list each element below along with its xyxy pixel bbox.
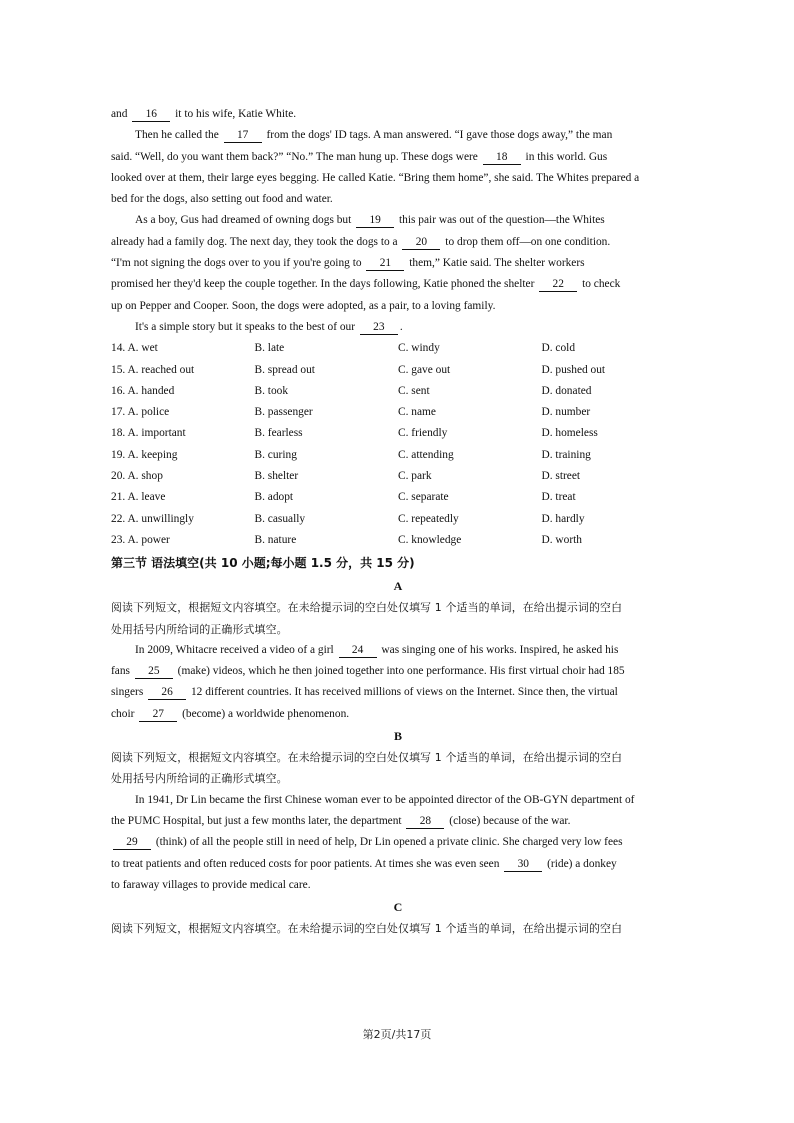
blank-23[interactable]: 23 [360, 321, 398, 335]
option-b[interactable]: B. casually [254, 512, 306, 525]
option-c[interactable]: C. windy [398, 342, 440, 355]
passage-line: bed for the dogs, also setting out food and water. [111, 193, 333, 206]
option-b[interactable]: B. took [254, 384, 289, 397]
passage-line: up on Pepper and Cooper. Soon, the dogs were adopted, as a pair, to a loving family. [111, 299, 496, 312]
option-a[interactable]: 22. A. unwillingly [111, 512, 194, 525]
passage-line: and 16 it to his wife, Katie White. [111, 108, 297, 120]
passage-line: promised her they'd keep the couple together. In the days following, Katie phoned the shelter 22 to check [111, 278, 621, 291]
option-a[interactable]: 14. A. wet [111, 342, 158, 355]
blank-26[interactable]: 26 [148, 686, 186, 700]
option-row-17 [111, 402, 685, 423]
option-c[interactable]: C. gave out [398, 363, 451, 376]
option-d[interactable]: D. cold [541, 342, 576, 355]
option-d[interactable]: D. training [541, 448, 591, 461]
passage-line: In 2009, Whitacre received a video of a girl 24 was singing one of his works. Inspired, he asked his [135, 643, 619, 656]
option-d[interactable]: D. pushed out [541, 363, 606, 376]
section-title: 第三节 语法填空(共 10 小题;每小题 1.5 分，共 15 分) [111, 556, 415, 571]
blank-22[interactable]: 22 [539, 278, 577, 292]
page-content [111, 104, 685, 939]
option-c[interactable]: C. park [398, 470, 432, 483]
passage-line: As a boy, Gus had dreamed of owning dogs but 19 this pair was out of the question—the Whites [135, 214, 605, 227]
part-heading-b: B [393, 729, 402, 744]
option-d[interactable]: D. number [541, 406, 591, 419]
option-b[interactable]: B. shelter [254, 470, 299, 483]
option-row-18 [111, 423, 685, 444]
option-b[interactable]: B. fearless [254, 427, 303, 440]
option-c[interactable]: C. sent [398, 384, 430, 397]
option-c[interactable]: C. separate [398, 491, 449, 504]
passage-line: said. “Well, do you want them back?” “No.” The man hung up. These dogs were 18 in this world. Gus [111, 150, 608, 163]
blank-29[interactable]: 29 [113, 836, 151, 850]
option-c[interactable]: C. friendly [398, 427, 448, 440]
option-row-21 [111, 487, 685, 508]
option-a[interactable]: 15. A. reached out [111, 363, 195, 376]
blank-18[interactable]: 18 [483, 151, 521, 165]
passage-line: singers 26 12 different countries. It has received millions of views on the Internet. Since then, the virtual [111, 686, 618, 699]
passage-line: Then he called the 17 from the dogs' ID tags. A man answered. “I gave those dogs away,” the man [135, 129, 613, 142]
option-c[interactable]: C. attending [398, 448, 454, 461]
option-a[interactable]: 23. A. power [111, 533, 170, 546]
option-c[interactable]: C. name [398, 406, 436, 419]
part-heading-c: C [393, 900, 403, 915]
blank-17[interactable]: 17 [224, 129, 262, 143]
blank-21[interactable]: 21 [366, 257, 404, 271]
option-row-20 [111, 466, 685, 487]
option-row-22 [111, 509, 685, 530]
blank-28[interactable]: 28 [406, 815, 444, 829]
option-d[interactable]: D. treat [541, 491, 576, 504]
instruction-line: 阅读下列短文，根据短文内容填空。在未给提示词的空白处仅填写 1 个适当的单词，在给出提示词的空白 [111, 922, 623, 936]
option-c[interactable]: C. knowledge [398, 533, 462, 546]
option-d[interactable]: D. hardly [541, 512, 585, 525]
option-b[interactable]: B. curing [254, 448, 297, 461]
option-b[interactable]: B. passenger [254, 406, 313, 419]
passage-line: In 1941, Dr Lin became the first Chinese woman ever to be appointed director of the OB-GYN department of [135, 793, 635, 806]
blank-20[interactable]: 20 [402, 236, 440, 250]
option-row-14 [111, 338, 685, 359]
blank-16[interactable]: 16 [132, 108, 170, 122]
option-row-16 [111, 381, 685, 402]
instruction-line: 处用括号内所给词的正确形式填空。 [111, 622, 288, 636]
blank-19[interactable]: 19 [356, 214, 394, 228]
blank-27[interactable]: 27 [139, 708, 177, 722]
blank-25[interactable]: 25 [135, 665, 173, 679]
passage-line: “I'm not signing the dogs over to you if you're going to 21 them,” Katie said. The shelter workers [111, 257, 585, 270]
blank-30[interactable]: 30 [504, 858, 542, 872]
passage-line: the PUMC Hospital, but just a few months later, the department 28 (close) because of the war. [111, 814, 571, 827]
page-number: 第2页/共17页 [362, 1028, 432, 1041]
passage-line: 29 (think) of all the people still in need of help, Dr Lin opened a private clinic. She charged very low fees [111, 832, 685, 853]
option-d[interactable]: D. donated [541, 384, 592, 397]
option-row-23 [111, 530, 685, 551]
option-b[interactable]: B. late [254, 342, 285, 355]
options-list [111, 338, 685, 551]
passage-line: already had a family dog. The next day, they took the dogs to a 20 to drop them off—on one condition. [111, 235, 611, 248]
option-a[interactable]: 21. A. leave [111, 491, 166, 504]
instruction-line: 阅读下列短文，根据短文内容填空。在未给提示词的空白处仅填写 1 个适当的单词，在给出提示词的空白 [111, 751, 623, 765]
instruction-line: 处用括号内所给词的正确形式填空。 [111, 772, 288, 786]
passage-line: looked over at them, their large eyes begging. He called Katie. “Bring them home”, she said. The Whites prepared a [111, 171, 640, 184]
passage-line: It's a simple story but it speaks to the best of our 23 . [135, 320, 403, 333]
option-row-19 [111, 445, 685, 466]
option-c[interactable]: C. repeatedly [398, 512, 459, 525]
passage-line: to faraway villages to provide medical care. [111, 878, 311, 891]
blank-24[interactable]: 24 [339, 644, 377, 658]
option-a[interactable]: 16. A. handed [111, 384, 175, 397]
option-a[interactable]: 17. A. police [111, 406, 170, 419]
option-a[interactable]: 18. A. important [111, 427, 186, 440]
option-b[interactable]: B. nature [254, 533, 297, 546]
option-b[interactable]: B. spread out [254, 363, 315, 376]
part-heading-a: A [393, 579, 403, 594]
passage-line: choir 27 (become) a worldwide phenomenon. [111, 707, 350, 720]
instruction-line: 阅读下列短文，根据短文内容填空。在未给提示词的空白处仅填写 1 个适当的单词，在给出提示词的空白 [111, 601, 623, 615]
option-a[interactable]: 19. A. keeping [111, 448, 178, 461]
option-d[interactable]: D. worth [541, 533, 582, 546]
passage-line: to treat patients and often reduced costs for poor patients. At times she was even seen 30 (ride) a donkey [111, 857, 617, 870]
option-row-15 [111, 360, 685, 381]
option-b[interactable]: B. adopt [254, 491, 294, 504]
option-d[interactable]: D. homeless [541, 427, 598, 440]
option-d[interactable]: D. street [541, 470, 581, 483]
passage-line: fans 25 (make) videos, which he then joined together into one performance. His first virtual choir had 185 [111, 665, 625, 678]
option-a[interactable]: 20. A. shop [111, 470, 163, 483]
